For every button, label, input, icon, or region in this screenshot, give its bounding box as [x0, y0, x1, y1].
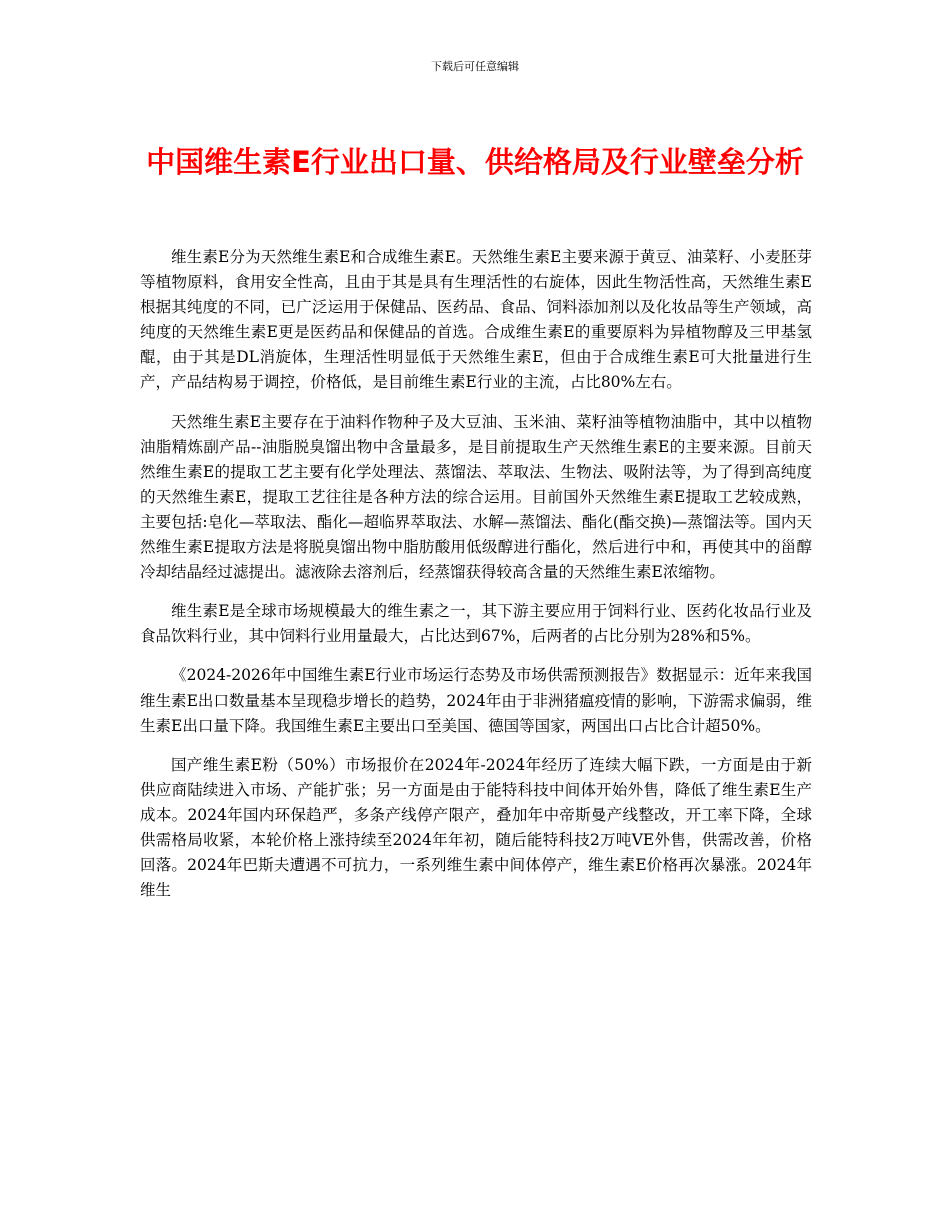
- document-body: [140, 245, 812, 917]
- paragraph: 国产维生素E粉（50%）市场报价在2024年-2024年经历了连续大幅下跌，一方面是由于新供应商陆续进入市场、产能扩张；另一方面是由于能特科技中间体开始外售，降低了维生素E生产成本。2024年国内环保趋严，多条产线停产限产，叠加年中帝斯曼产线整改，开工率下降，全球供需格局收紧，本轮价格上涨持续至2024年年初，随后能特科技2万吨VE外售，供需改善，价格回落。2024年巴斯夫遭遇不可抗力，一系列维生素中间体停产，维生素E价格再次暴涨。2024年维生: [140, 755, 812, 900]
- paragraph: 《2024-2026年中国维生素E行业市场运行态势及市场供需预测报告》数据显示：近年来我国维生素E出口数量基本呈现稳步增长的趋势，2024年由于非洲猪瘟疫情的影响，下游需求偏弱，维生素E出口量下降。我国维生素E主要出口至美国、德国等国家，两国出口占比合计超50%。: [140, 666, 812, 735]
- paragraph: 维生素E是全球市场规模最大的维生素之一，其下游主要应用于饲料行业、医药化妆品行业及食品饮料行业，其中饲料行业用量最大，占比达到67%，后两者的占比分别为28%和5%。: [140, 602, 812, 646]
- document-title: 中国维生素E行业出口量、供给格局及行业壁垒分析: [146, 145, 804, 179]
- paragraph: 维生素E分为天然维生素E和合成维生素E。天然维生素E主要来源于黄豆、油菜籽、小麦胚芽等植物原料，食用安全性高，且由于其是具有生理活性的右旋体，因此生物活性高，天然维生素E根据其纯度的不同，已广泛运用于保健品、医药品、食品、饲料添加剂以及化妆品等生产领域，高纯度的天然维生素E更是医药品和保健品的首选。合成维生素E的重要原料为异植物醇及三甲基氢醌，由于其是DL消旋体，生理活性明显低于天然维生素E，但由于合成维生素E可大批量进行生产，产品结构易于调控，价格低，是目前维生素E行业的主流，占比80%左右。: [140, 248, 812, 392]
- download-note: 下载后可任意编辑: [431, 60, 519, 73]
- paragraph: 天然维生素E主要存在于油料作物种子及大豆油、玉米油、菜籽油等植物油脂中，其中以植物油脂精炼副产品--油脂脱臭馏出物中含量最多，是目前提取生产天然维生素E的主要来源。目前天然维生素E的提取工艺主要有化学处理法、蒸馏法、萃取法、生物法、吸附法等，为了得到高纯度的天然维生素E，提取工艺往往是各种方法的综合运用。目前国外天然维生素E提取工艺较成熟，主要包括:皂化—萃取法、酯化—超临界萃取法、水解—蒸馏法、酯化(酯交换)—蒸馏法等。国内天然维生素E提取方法是将脱臭馏出物中脂肪酸用低级醇进行酯化，然后进行中和，再使其中的甾醇冷却结晶经过滤提出。滤液除去溶剂后，经蒸馏获得较高含量的天然维生素E浓缩物。: [140, 412, 812, 582]
